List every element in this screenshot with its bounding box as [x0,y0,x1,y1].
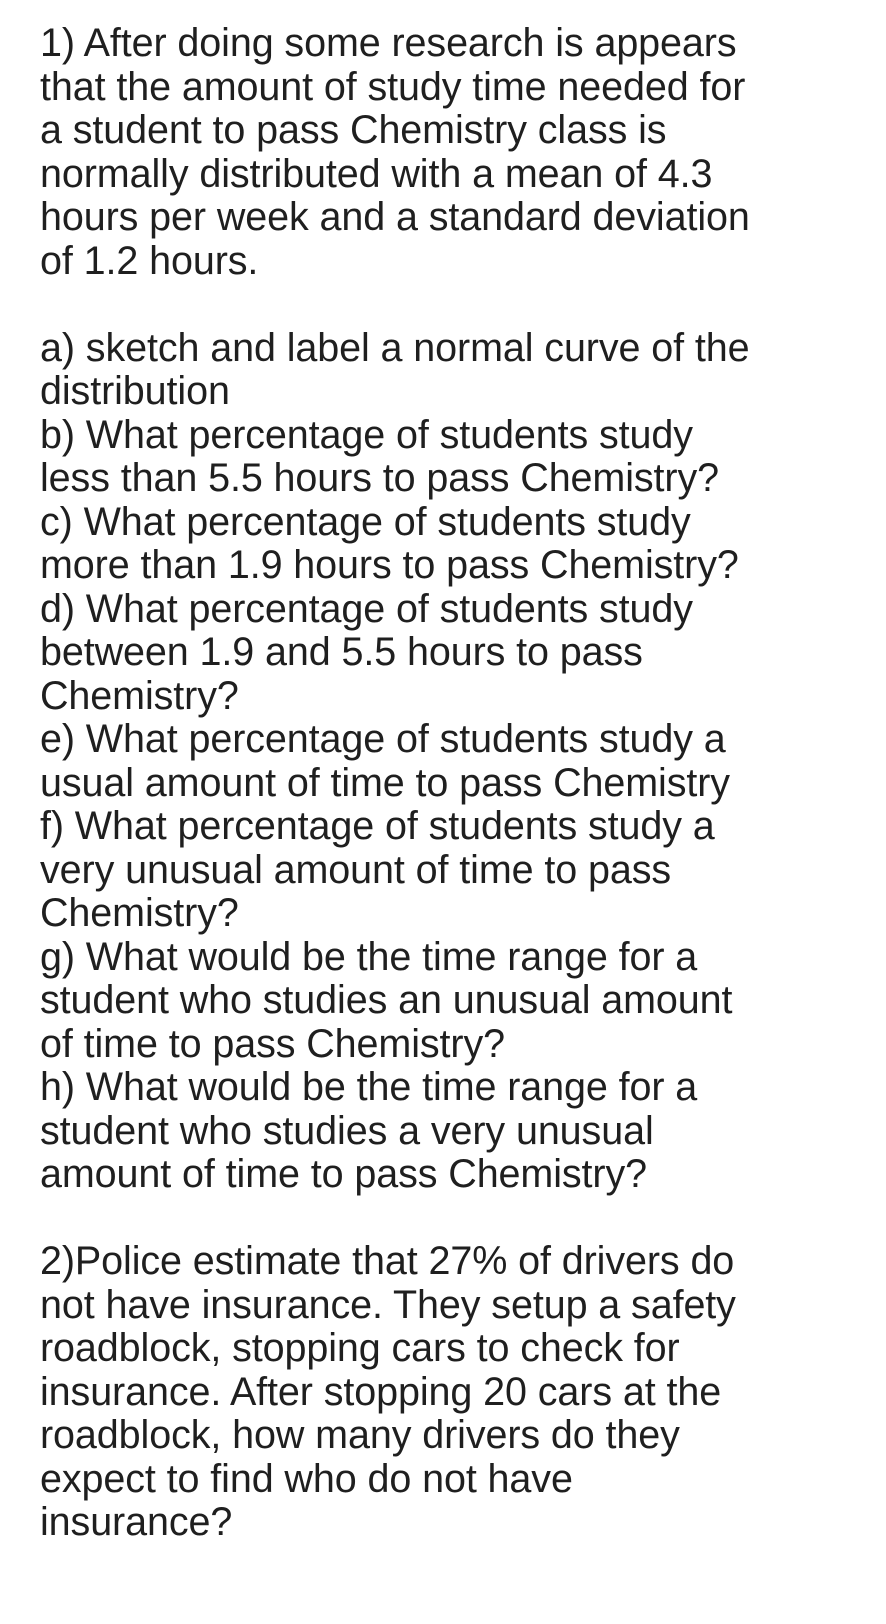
text-line: roadblock, how many drivers do they [40,1413,680,1457]
text-line: of 1.2 hours. [40,238,259,283]
question-line: Chemistry? [40,891,239,935]
text-line: that the amount of study time needed for [40,64,746,109]
text-line: roadblock, stopping cars to check for [40,1326,680,1370]
question-line: Chemistry? [40,673,239,718]
question-line: more than 1.9 hours to pass Chemistry? [40,543,739,587]
question-line: f) What percentage of students study a [40,804,715,848]
text-line: normally distributed with a mean of 4.3 [40,151,713,196]
question-line: c) What percentage of students study [40,499,691,544]
problem-2 [40,1240,872,1545]
question-line: less than 5.5 hours to pass Chemistry? [40,456,720,500]
question-line: h) What would be the time range for a [40,1065,698,1109]
document-page [40,22,872,1545]
question-line: between 1.9 and 5.5 hours to pass [40,630,643,674]
question-line: student who studies an unusual amount [40,978,733,1022]
problem-1-questions [40,327,872,1197]
text-line: not have insurance. They setup a safety [40,1282,736,1327]
paragraph-gap [40,283,872,327]
text-line: 2)Police estimate that 27% of drivers do [40,1239,735,1283]
question-line: g) What would be the time range for a [40,934,698,979]
problem-1-intro [40,22,872,283]
question-line: very unusual amount of time to pass [40,847,672,892]
question-line: d) What percentage of students study [40,586,693,631]
text-line: a student to pass Chemistry class is [40,108,667,152]
text-line: insurance? [40,1500,233,1544]
question-line: amount of time to pass Chemistry? [40,1152,648,1196]
question-line: a) sketch and label a normal curve of the [40,325,750,370]
paragraph-gap [40,1197,872,1241]
text-line: expect to find who do not have [40,1456,573,1501]
question-line: of time to pass Chemistry? [40,1021,505,1066]
question-line: e) What percentage of students study a [40,717,726,761]
question-line: distribution [40,369,230,413]
question-line: b) What percentage of students study [40,412,693,457]
question-line: usual amount of time to pass Chemistry [40,760,730,805]
text-line: hours per week and a standard deviation [40,195,750,239]
text-line: insurance. After stopping 20 cars at the [40,1369,722,1414]
text-line: 1) After doing some research is appears [40,21,737,65]
question-line: student who studies a very unusual [40,1108,654,1153]
